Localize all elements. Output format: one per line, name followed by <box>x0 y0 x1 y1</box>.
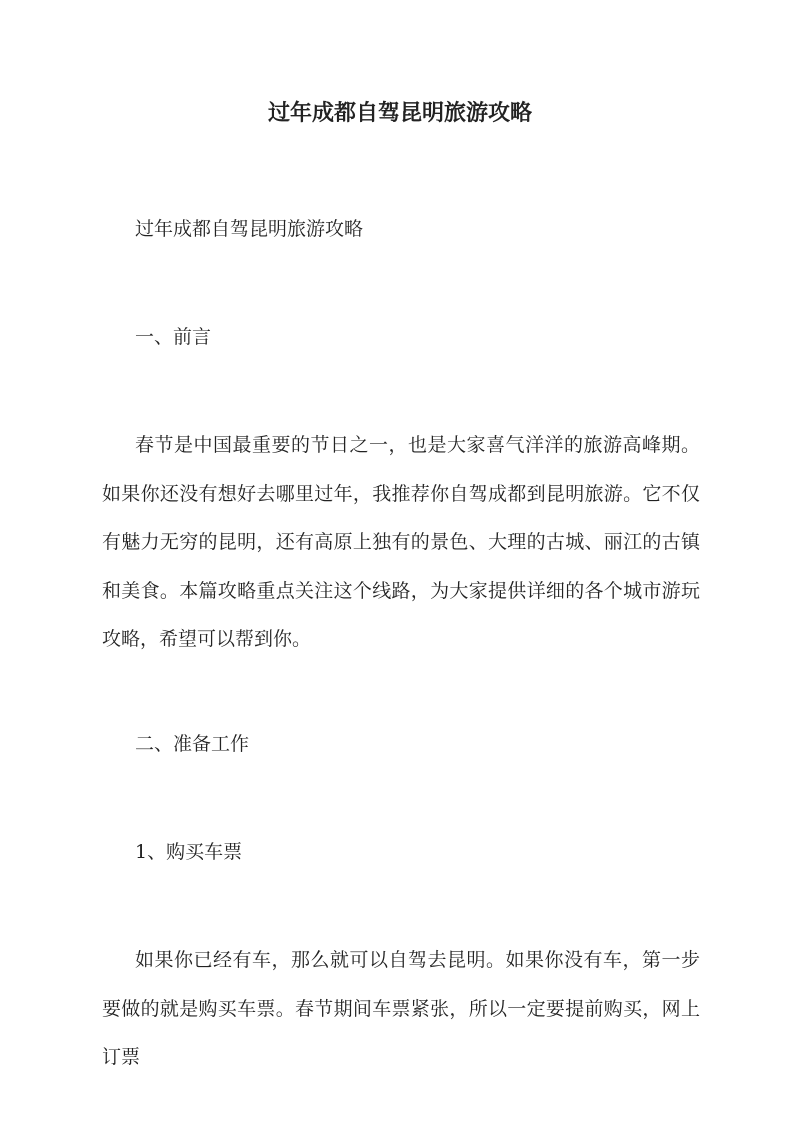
buy-tickets-paragraph: 如果你已经有车，那么就可以自驾去昆明。如果你没有车，第一步要做的就是购买车票。春节期间车票紧张，所以一定要提前购买，网上订票 <box>102 949 700 1068</box>
section-heading-preparation: 二、准备工作 <box>135 733 250 755</box>
section-heading-preface: 一、前言 <box>135 326 212 348</box>
document-subtitle: 过年成都自驾昆明旅游攻略 <box>135 218 364 240</box>
subsection-heading-buy-tickets: 1、购买车票 <box>135 841 243 863</box>
document-title: 过年成都自驾昆明旅游攻略 <box>267 100 532 126</box>
preface-paragraph: 春节是中国最重要的节日之一，也是大家喜气洋洋的旅游高峰期。如果你还没有想好去哪里过年，我推荐你自驾成都到昆明旅游。它不仅有魅力无穷的昆明，还有高原上独有的景色、大理的古城、丽江的古镇和美食。本篇攻略重点关注这个线路，为大家提供详细的各个城市游玩攻略，希望可以帮到你。 <box>102 434 700 650</box>
